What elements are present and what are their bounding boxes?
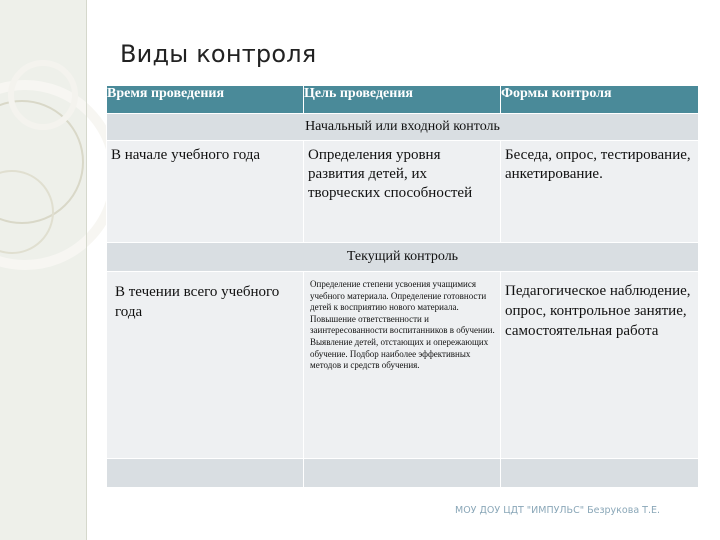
section-label-current: Текущий контроль — [107, 243, 699, 272]
cell-goal: Определения уровня развития детей, их творческих способностей — [304, 141, 501, 243]
cell-time: В течении всего учебного года — [107, 272, 304, 459]
table-row — [107, 141, 699, 243]
cell-forms: Педагогическое наблюдение, опрос, контрольное занятие, самостоятельная работа — [501, 272, 699, 459]
cell-time: В начале учебного года — [107, 141, 304, 243]
decorative-circle — [8, 60, 78, 130]
decorative-divider — [86, 0, 87, 540]
section-label-initial: Начальный или входной контоль — [107, 114, 699, 141]
table-header-row — [107, 86, 699, 114]
empty-cell — [304, 459, 501, 488]
header-forms: Формы контроля — [501, 86, 699, 114]
table-row-empty — [107, 459, 699, 488]
header-goal: Цель проведения — [304, 86, 501, 114]
section-row-current — [107, 243, 699, 272]
slide-title: Виды контроля — [120, 40, 317, 68]
cell-forms: Беседа, опрос, тестирование, анкетирование. — [501, 141, 699, 243]
header-time: Время проведения — [107, 86, 304, 114]
footer-credit: МОУ ДОУ ЦДТ "ИМПУЛЬС" Безрукова Т.Е. — [455, 505, 661, 516]
table-row — [107, 272, 699, 459]
section-row-initial — [107, 114, 699, 141]
empty-cell — [107, 459, 304, 488]
control-types-table — [106, 85, 699, 488]
cell-goal: Определение степени усвоения учащимися учебного материала. Определение готовности детей к восприятию нового материала. Повышение ответственности и заинтересованности воспитанников в обучении. Выявление детей, отстающих и опережающих обучение. Подбор наиболее эффективных методов и средств обучения. — [304, 272, 501, 459]
empty-cell — [501, 459, 699, 488]
